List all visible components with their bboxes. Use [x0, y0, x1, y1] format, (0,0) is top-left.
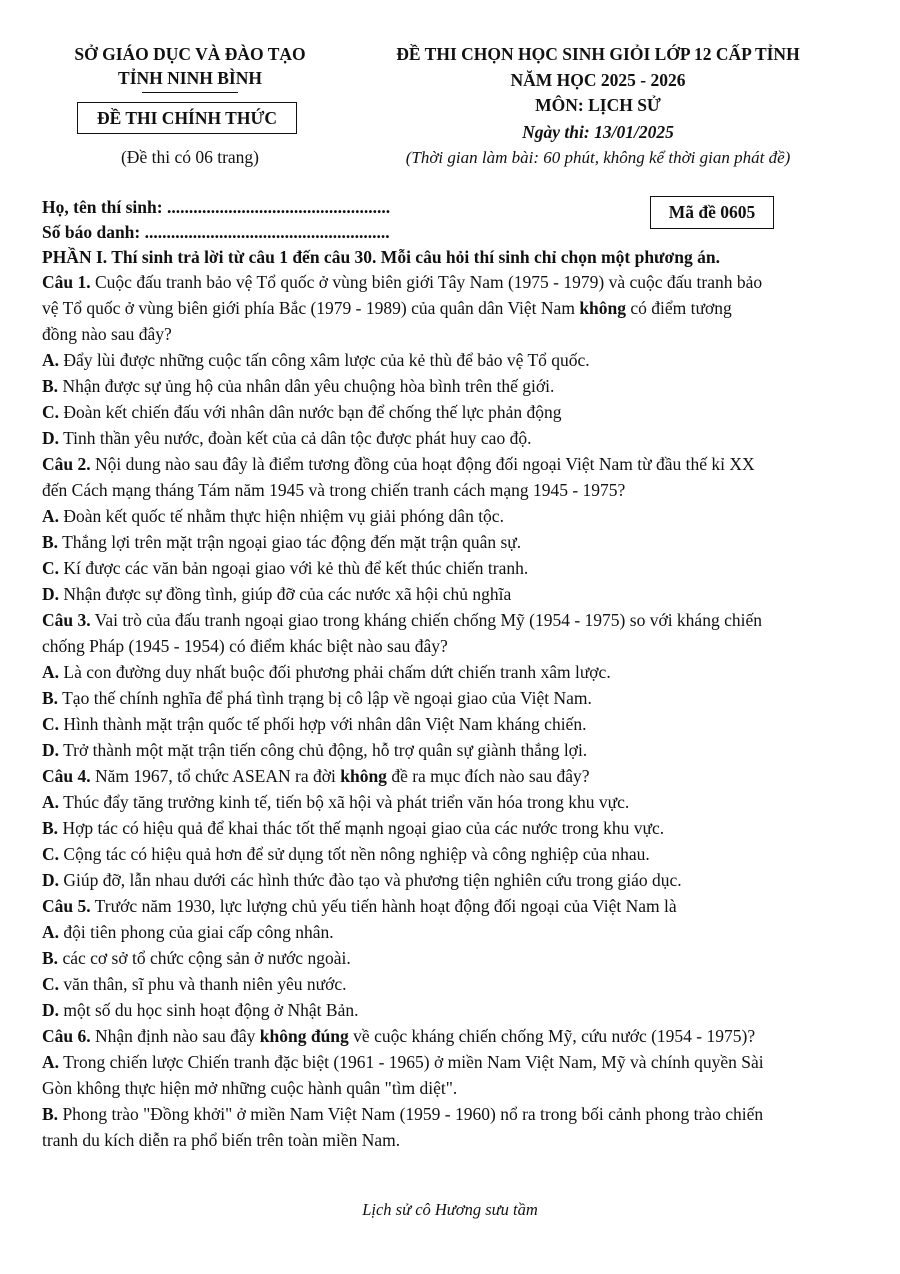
page-footer: Lịch sử cô Hương sưu tầm: [362, 1200, 538, 1219]
option-key: C.: [42, 558, 60, 578]
answer-option[interactable]: [42, 713, 586, 735]
option-key: A.: [42, 662, 60, 682]
question-text: Nội dung nào sau đây là điểm tương đồng của hoạt động đối ngoại Việt Nam từ đầu thế kỉ XX: [90, 454, 755, 474]
question-1-line2: [42, 297, 732, 319]
emphasis-text: không: [579, 298, 627, 318]
answer-option[interactable]: [42, 687, 592, 709]
option-text: Kí được các văn bản ngoại giao với kẻ thù để kết thúc chiến tranh.: [59, 558, 529, 578]
option-text: Thắng lợi trên mặt trận ngoại giao tác động đến mặt trận quân sự.: [58, 532, 522, 552]
answer-option[interactable]: [42, 375, 554, 397]
question-3-line2: chống Pháp (1945 - 1954) có điểm khác biệt nào sau đây?: [42, 636, 448, 656]
option-key: A.: [42, 506, 60, 526]
option-key: C.: [42, 974, 60, 994]
option-key: B.: [42, 818, 59, 838]
option-key: B.: [42, 1104, 59, 1124]
option-text: Trở thành một mặt trận tiến công chủ động, hỗ trợ quân sự giành thắng lợi.: [59, 740, 588, 760]
option-text: Trong chiến lược Chiến tranh đặc biệt (1961 - 1965) ở miền Nam Việt Nam, Mỹ và chính quyền Sài: [59, 1052, 764, 1072]
question-number: Câu 1.: [42, 272, 91, 292]
answer-option[interactable]: [42, 505, 504, 527]
option-key: A.: [42, 350, 60, 370]
answer-option[interactable]: [42, 349, 590, 371]
option-text: Hợp tác có hiệu quả để khai thác tốt thế mạnh ngoại giao của các nước trong khu vực.: [58, 818, 665, 838]
option-text: Đoàn kết quốc tế nhằm thực hiện nhiệm vụ giải phóng dân tộc.: [59, 506, 504, 526]
province-name: TỈNH NINH BÌNH: [118, 68, 262, 88]
question-4: [42, 765, 590, 787]
question-text: có điểm tương: [626, 298, 732, 318]
option-key: C.: [42, 402, 60, 422]
option-text: Hình thành mặt trận quốc tế phối hợp với nhân dân Việt Nam kháng chiến.: [59, 714, 587, 734]
question-number: Câu 4.: [42, 766, 91, 786]
exam-code-box: Mã đề 0605: [650, 196, 774, 229]
question-3: [42, 609, 762, 631]
answer-option[interactable]: [42, 791, 629, 813]
pages-note: (Đề thi có 06 trang): [120, 147, 259, 167]
question-number: Câu 5.: [42, 896, 91, 916]
answer-option[interactable]: [42, 869, 682, 891]
question-number: Câu 6.: [42, 1026, 91, 1046]
option-text: văn thân, sĩ phu và thanh niên yêu nước.: [59, 974, 347, 994]
question-text: vệ Tổ quốc ở vùng biên giới phía Bắc (1979 - 1989) của quân dân Việt Nam: [42, 298, 580, 318]
answer-option[interactable]: [42, 427, 531, 449]
answer-option[interactable]: [42, 843, 650, 865]
option-text: Là con đường duy nhất buộc đối phương phải chấm dứt chiến tranh xâm lược.: [59, 662, 611, 682]
question-text: Năm 1967, tổ chức ASEAN ra đời: [90, 766, 341, 786]
question-6: [42, 1025, 755, 1047]
option-text: Đẩy lùi được những cuộc tấn công xâm lược của kẻ thù để bảo vệ Tổ quốc.: [59, 350, 590, 370]
answer-option-continuation: tranh du kích diễn ra phổ biến trên toàn miền Nam.: [42, 1130, 401, 1150]
option-text: Đoàn kết chiến đấu với nhân dân nước bạn để chống thế lực phản động: [59, 402, 562, 422]
exam-duration: (Thời gian làm bài: 60 phút, không kể thời gian phát đề): [405, 148, 791, 167]
option-text: Tạo thế chính nghĩa để phá tình trạng bị cô lập về ngoại giao của Việt Nam.: [58, 688, 592, 708]
option-text: đội tiên phong của giai cấp công nhân.: [59, 922, 334, 942]
exam-title: ĐỀ THI CHỌN HỌC SINH GIỎI LỚP 12 CẤP TỈNH: [396, 44, 800, 64]
answer-option-continuation: Gòn không thực hiện mở những cuộc hành quân "tìm diệt".: [42, 1078, 458, 1098]
question-text: Nhận định nào sau đây: [90, 1026, 260, 1046]
option-text: Nhận được sự đồng tình, giúp đỡ của các nước xã hội chủ nghĩa: [59, 584, 512, 604]
question-text: Vai trò của đấu tranh ngoại giao trong kháng chiến chống Mỹ (1954 - 1975) so với kháng chiến: [90, 610, 762, 630]
option-key: A.: [42, 792, 60, 812]
option-key: A.: [42, 922, 60, 942]
option-key: C.: [42, 714, 60, 734]
option-text: một số du học sinh hoạt động ở Nhật Bản.: [59, 1000, 359, 1020]
option-key: B.: [42, 688, 59, 708]
exam-date: Ngày thi: 13/01/2025: [522, 122, 674, 142]
option-key: B.: [42, 948, 59, 968]
question-5: [42, 895, 677, 917]
question-1: [42, 271, 762, 293]
department-name: SỞ GIÁO DỤC VÀ ĐÀO TẠO: [74, 44, 306, 64]
official-exam-label: ĐỀ THI CHÍNH THỨC: [77, 102, 297, 134]
answer-option[interactable]: [42, 1051, 764, 1073]
emphasis-text: không đúng: [259, 1026, 349, 1046]
question-2: [42, 453, 755, 475]
candidate-id-field: Số báo danh: ........................................................: [42, 222, 390, 242]
emphasis-text: không: [340, 766, 387, 786]
option-text: Thúc đẩy tăng trưởng kinh tế, tiến bộ xã hội và phát triển văn hóa trong khu vực.: [59, 792, 630, 812]
answer-option[interactable]: [42, 557, 528, 579]
option-text: Nhận được sự ủng hộ của nhân dân yêu chuộng hòa bình trên thế giới.: [58, 376, 555, 396]
part1-instruction: PHẦN I. Thí sinh trả lời từ câu 1 đến câu 30. Mỗi câu hỏi thí sinh chỉ chọn một phương án.: [42, 247, 720, 267]
answer-option[interactable]: [42, 531, 521, 553]
answer-option[interactable]: [42, 921, 334, 943]
option-text: Phong trào "Đồng khởi" ở miền Nam Việt Nam (1959 - 1960) nổ ra trong bối cảnh phong trào chiến: [58, 1104, 764, 1124]
option-key: B.: [42, 532, 59, 552]
option-text: Cộng tác có hiệu quả hơn để sử dụng tốt nền nông nghiệp và công nghiệp của nhau.: [59, 844, 650, 864]
option-key: D.: [42, 428, 60, 448]
question-1-line3: đồng nào sau đây?: [42, 324, 172, 344]
question-text: Trước năm 1930, lực lượng chủ yếu tiến hành hoạt động đối ngoại của Việt Nam là: [90, 896, 677, 916]
exam-header: [0, 0, 900, 200]
option-key: D.: [42, 584, 60, 604]
answer-option[interactable]: [42, 401, 562, 423]
question-number: Câu 3.: [42, 610, 91, 630]
option-key: B.: [42, 376, 59, 396]
answer-option[interactable]: [42, 661, 611, 683]
header-divider: [142, 92, 238, 93]
answer-option[interactable]: [42, 999, 358, 1021]
answer-option[interactable]: [42, 973, 347, 995]
answer-option[interactable]: [42, 583, 511, 605]
option-key: D.: [42, 870, 60, 890]
answer-option[interactable]: [42, 1103, 763, 1125]
subject: MÔN: LỊCH SỬ: [535, 95, 661, 115]
option-text: Giúp đỡ, lẫn nhau dưới các hình thức đào tạo và phương tiện nghiên cứu trong giáo dục.: [59, 870, 682, 890]
question-number: Câu 2.: [42, 454, 91, 474]
answer-option[interactable]: [42, 817, 664, 839]
question-text: Cuộc đấu tranh bảo vệ Tổ quốc ở vùng biên giới Tây Nam (1975 - 1979) và cuộc đấu tranh bảo: [90, 272, 763, 292]
school-year: NĂM HỌC 2025 - 2026: [510, 70, 686, 90]
answer-option[interactable]: [42, 947, 351, 969]
question-2-line2: đến Cách mạng tháng Tám năm 1945 và trong chiến tranh cách mạng 1945 - 1975?: [42, 480, 626, 500]
answer-option[interactable]: [42, 739, 587, 761]
option-key: C.: [42, 844, 60, 864]
option-key: D.: [42, 1000, 60, 1020]
question-text: đề ra mục đích nào sau đây?: [386, 766, 590, 786]
option-key: A.: [42, 1052, 60, 1072]
question-text: về cuộc kháng chiến chống Mỹ, cứu nước (1954 - 1975)?: [348, 1026, 756, 1046]
candidate-name-field: Họ, tên thí sinh: ...................................................: [42, 197, 391, 217]
option-key: D.: [42, 740, 60, 760]
option-text: Tinh thần yêu nước, đoàn kết của cả dân tộc được phát huy cao độ.: [59, 428, 532, 448]
option-text: các cơ sở tổ chức cộng sản ở nước ngoài.: [58, 948, 351, 968]
